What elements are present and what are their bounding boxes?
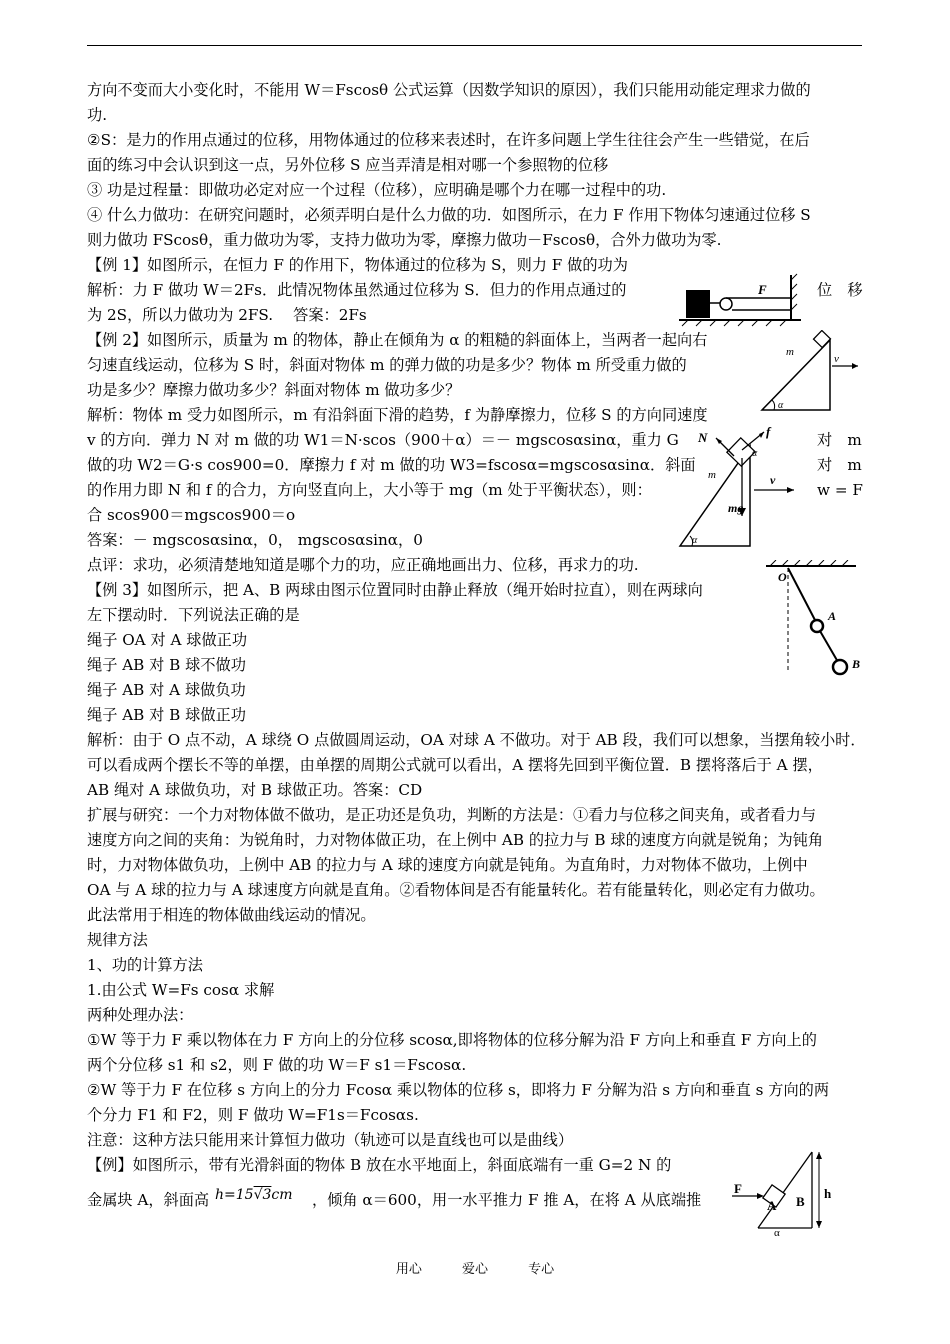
text-line: 速度方向之间的夹角：为锐角时，力对物体做正功，在上例中 AB 的拉力与 B 球的速度方向就是锐角；为钝角 <box>87 831 824 849</box>
label-A: A <box>767 1198 777 1213</box>
text-line: 匀速直线运动，位移为 S 时，斜面对物体 m 的弹力做的功是多少？物体 m 所受重力做的 <box>87 356 687 374</box>
text-line: 金属块 A，斜面高 <box>87 1191 210 1209</box>
text-line: ，倾角 α＝600，用一水平推力 F 推 A，在将 A 从底端推 <box>312 1191 702 1209</box>
text-fragment: 对 m <box>817 431 862 449</box>
label-O: O <box>778 570 787 584</box>
rope-OA <box>788 568 816 622</box>
text-line: 为 2S，所以力做功为 2FS. 答案：2Fs <box>87 306 367 324</box>
incline-triangle <box>762 340 830 410</box>
text-line: 个分力 F1 和 F2，则 F 做功 W=F1s＝Fcosαs. <box>87 1106 419 1124</box>
label-F: F <box>758 282 767 297</box>
height-arrow-top <box>816 1152 822 1159</box>
text-line: 答案：－ mgscosαsinα，0， mgscosαsinα，0 <box>87 531 423 549</box>
text-line: 点评：求功，必须清楚地知道是哪个力的功，应正确地画出力、位移，再求力的功. <box>87 556 639 574</box>
block <box>686 290 710 318</box>
block-m <box>814 331 831 348</box>
ball-A <box>811 620 823 632</box>
text-line: 解析：由于 O 点不动，A 球绕 O 点做圆周运动，OA 对球 A 不做功。对于 AB 段，我们可以想象，当摆角较小时． <box>87 731 866 749</box>
footer-word: 用心 <box>395 1262 422 1277</box>
text-line: 两个分位移 s1 和 s2，则 F 做的功 W＝F s1＝Fscosα. <box>87 1056 467 1074</box>
label-v: v <box>834 353 839 365</box>
text-line: v 的方向．弹力 N 对 m 做的功 W1＝N·scos（900＋α）＝－ mgscosαsinα，重力 G <box>87 431 679 449</box>
option-a: 绳子 OA 对 A 球做正功 <box>87 631 248 649</box>
text-line: 合 scos900＝mgscos900＝o <box>87 506 296 524</box>
text-line: 左下摆动时．下列说法正确的是 <box>87 606 300 624</box>
text-line: ②W 等于力 F 在位移 s 方向上的分力 Fcosα 乘以物体的位移 s，即将力 F 分解为沿 s 方向和垂直 s 方向的两 <box>87 1081 830 1099</box>
text-line: ①W 等于力 F 乘以物体在力 F 方向上的分位移 scosα,即将物体的位移分解为沿 F 方向上和垂直 F 方向上的 <box>87 1031 817 1049</box>
text-line: 面的练习中会认识到这一点，另外位移 S 应当弄清是相对哪一个参照物的位移 <box>87 156 609 174</box>
section-heading: 规律方法 <box>87 931 148 949</box>
velocity-arrowhead <box>787 487 794 493</box>
option-b: 绳子 AB 对 B 球不做功 <box>87 656 246 674</box>
text-line: 功. <box>87 106 108 124</box>
text-line: 【例 2】如图所示，质量为 m 的物体，静止在倾角为 α 的粗糙的斜面体上，当两者一起向右 <box>87 331 708 349</box>
label-A: A <box>828 609 837 623</box>
figure-push-incline <box>730 1148 845 1238</box>
height-arrow-bottom <box>816 1221 822 1228</box>
option-c: 绳子 AB 对 A 球做负功 <box>87 681 246 699</box>
label-f: f <box>766 424 771 439</box>
text-line: 【例 3】如图所示，把 A、B 两球由图示位置同时由静止释放（绳开始时拉直），则在两球向 <box>87 581 703 599</box>
text-line: 则力做功 FScosθ，重力做功为零，支持力做功为零，摩擦力做功－Fscosθ，合外力做功为零. <box>87 231 722 249</box>
text-line: OA 与 A 球的拉力与 A 球速度方向就是直角。②看物体间是否有能量转化。若有能量转化，则必定有力做功。 <box>87 881 825 899</box>
ball-B <box>833 660 847 674</box>
option-d: 绳子 AB 对 B 球做正功 <box>87 706 246 724</box>
footer-word: 专心 <box>528 1262 555 1277</box>
pulley <box>720 298 732 310</box>
formula <box>215 1183 293 1208</box>
angle-arc <box>772 400 775 410</box>
text-line: 方向不变而大小变化时，不能用 W＝Fscosθ 公式运算（因数学知识的原因），我们只能用动能定理求力做的 <box>87 81 811 99</box>
label-N: N <box>698 430 708 445</box>
text-line: ④ 什么力做功：在研究问题时，必须弄明白是什么力做的功．如图所示，在力 F 作用下物体匀速通过位移 S <box>87 206 811 224</box>
page-footer <box>0 1258 950 1277</box>
text-fragment: w = F <box>817 481 863 499</box>
label-mg: mg <box>728 501 744 515</box>
label-h: h <box>824 1186 832 1201</box>
text-line: 解析：物体 m 受力如图所示，m 有沿斜面下滑的趋势，f 为静摩擦力，位移 S 的方向同速度 <box>87 406 708 424</box>
figure-force-diagram <box>672 418 812 554</box>
text-line: 两种处理办法： <box>87 1006 194 1024</box>
formula-unit: cm <box>271 1187 293 1203</box>
text-line: 扩展与研究：一个力对物体做不做功，是正功还是负功，判断的方法是：①看力与位移之间夹角，或者看力与 <box>87 806 816 824</box>
text-line: 注意：这种方法只能用来计算恒力做功（轨迹可以是直线也可以是曲线） <box>87 1131 573 1149</box>
text-line: 可以看成两个摆长不等的单摆，由单摆的周期公式就可以看出，A 摆将先回到平衡位置．B 摆将落后于 A 摆， <box>87 756 823 774</box>
text-line: 【例】如图所示，带有光滑斜面的物体 B 放在水平地面上，斜面底端有一重 G=2 N 的 <box>87 1156 672 1174</box>
text-line: 做的功 W2＝G·s cos900=0．摩擦力 f 对 m 做的功 W3=fscosα=mgscosαsinα．斜面 <box>87 456 696 474</box>
header-rule <box>87 45 862 46</box>
friction-arrowhead <box>759 432 764 438</box>
formula-root: √3 <box>253 1187 272 1203</box>
text-line: ③ 功是过程量：即做功必定对应一个过程（位移），应明确是哪个力在哪一过程中的功. <box>87 181 667 199</box>
text-line: 时，力对物体做负功，上例中 AB 的拉力与 A 球的速度方向就是钝角。为直角时，力对物体不做功，上例中 <box>87 856 808 874</box>
label-F: F <box>734 1181 742 1196</box>
text-line: AB 绳对 A 球做负功，对 B 球做正功。答案：CD <box>87 781 423 799</box>
text-line: 1.由公式 W=Fs cosα 求解 <box>87 981 275 999</box>
label-alpha: α <box>692 535 698 546</box>
text-line: 的作用力即 N 和 f 的合力，方向竖直向上，大小等于 mg（m 处于平衡状态），则： <box>87 481 652 499</box>
text-fragment: 对 m <box>817 456 862 474</box>
formula-h: h <box>215 1187 225 1203</box>
label-v: v <box>770 473 776 487</box>
label-B: B <box>796 1194 805 1209</box>
figure-incline <box>752 330 864 415</box>
text-line: 此法常用于相连的物体做曲线运动的情况。 <box>87 906 376 924</box>
text-line: 【例 1】如图所示，在恒力 F 的作用下，物体通过的位移为 S，则力 F 做的功为 <box>87 256 628 274</box>
section-subheading: 1、功的计算方法 <box>87 956 203 974</box>
label-alpha: α <box>774 1227 780 1238</box>
label-alpha: α <box>778 400 784 411</box>
rope-AB <box>820 631 838 662</box>
text-fragment: 位 移 <box>817 281 863 299</box>
text-line: 功是多少？摩擦力做功多少？斜面对物体 m 做功多少？ <box>87 381 461 399</box>
figure-double-pendulum <box>758 560 866 690</box>
label-m: m <box>786 346 794 358</box>
footer-word: 爱心 <box>461 1262 488 1277</box>
text-line: ②S：是力的作用点通过的位移，用物体通过的位移来表述时，在许多问题上学生往往会产生一些错觉，在后 <box>87 131 810 149</box>
label-m: m <box>708 469 716 481</box>
formula-eq: =15 <box>224 1187 254 1203</box>
figure-block-pulley <box>676 270 814 328</box>
text-line: 解析：力 F 做功 W＝2Fs．此情况物体虽然通过位移为 S．但力的作用点通过的 <box>87 281 627 299</box>
label-B: B <box>852 657 861 671</box>
incline-surface <box>758 1152 812 1228</box>
label-alpha-top: α <box>752 448 758 459</box>
velocity-arrowhead <box>852 363 858 369</box>
